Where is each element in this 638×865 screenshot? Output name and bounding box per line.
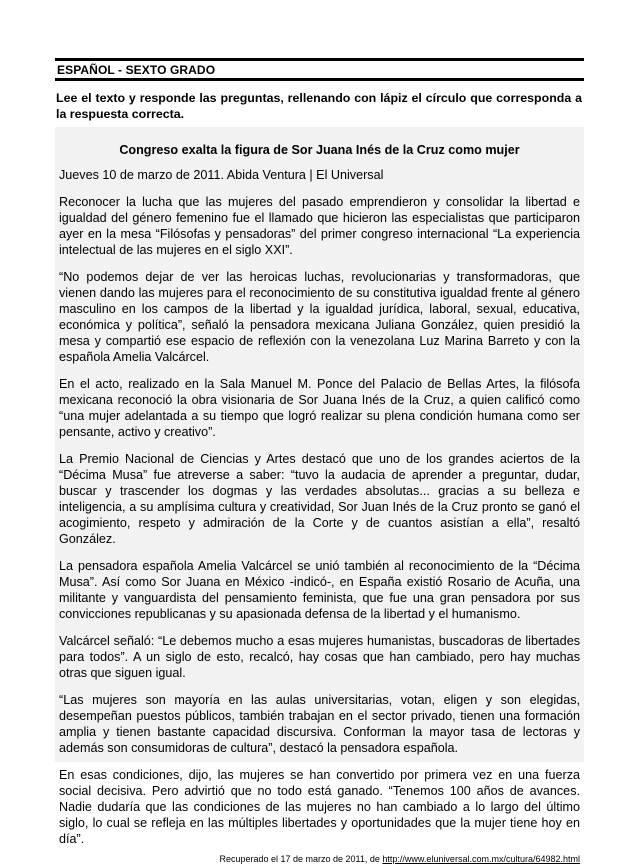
section-header: [55, 58, 584, 81]
section-title: ESPAÑOL - SEXTO GRADO: [57, 63, 216, 77]
source-prefix: Recuperado el 17 de marzo de 2011, de: [219, 854, 383, 864]
article-box: [55, 127, 584, 864]
article-paragraph: La Premio Nacional de Ciencias y Artes destacó que uno de los grandes aciertos de la “Décima Musa” fue atreverse a saber: “tuvo la audacia de aprender a preguntar, dudar, buscar y trascender los dogmas y las verdades absolutas... gracias a su belleza e inteligencia, a su amplísima cultura y creatividad, Sor Juan Inés de la Cruz pronto se ganó el acogimiento, respeto y admiración de la Corte y de cuantos asistían a ella”, resaltó González.: [59, 452, 580, 546]
article-paragraph: Valcárcel señaló: “Le debemos mucho a esas mujeres humanistas, buscadoras de libertades para todos”. A un siglo de esto, recalcó, hay cosas que han cambiado, pero hay muchas otras que siguen igual.: [59, 634, 580, 680]
article-paragraph: La pensadora española Amelia Valcárcel se unió también al reconocimiento de la “Décima Musa”. Así como Sor Juana en México -indicó-, en España existió Rosario de Acuña, una militante y vanguardista del pensamiento feminista, que fue una gran pensadora por sus convicciones republicanas y su apasionada defensa de la libertad y el humanismo.: [59, 559, 580, 621]
article-title: Congreso exalta la figura de Sor Juana Inés de la Cruz como mujer: [119, 143, 520, 157]
article-paragraph: “No podemos dejar de ver las heroicas luchas, revolucionarias y transformadoras, que vienen dando las mujeres para el reconocimiento de su constitutiva igualdad frente al género masculino en los campos de la libertad y la igualdad jurídica, laboral, sexual, educativa, económica y política”, señaló la pensadora mexicana Juliana González, quien presidió la mesa y compartió ese espacio de reflexión con la venezolana Luz Marina Barreto y con la española Amelia Valcárcel.: [59, 270, 580, 364]
article-paragraph: En el acto, realizado en la Sala Manuel M. Ponce del Palacio de Bellas Artes, la filósofa mexicana reconoció la obra visionaria de Sor Juana Inés de la Cruz, a quien calificó como “una mujer adelantada a su tiempo que logró realizar su plena condición humana como ser pensante, activo y creativo”.: [59, 377, 580, 439]
source-citation: [59, 853, 580, 865]
article-paragraph: En esas condiciones, dijo, las mujeres se han convertido por primera vez en una fuerza social decisiva. Pero advirtió que no todo está ganado. “Tenemos 100 años de avances. Nadie dudaría que las condiciones de las mujeres no han cambiado a lo largo del último siglo, lo cual se refleja en las múltiples libertades y oportunidades que la mujer tiene hoy en día”.: [59, 768, 580, 846]
article-byline: Jueves 10 de marzo de 2011. Abida Ventura | El Universal: [59, 168, 384, 182]
source-link[interactable]: http://www.eluniversal.com.mx/cultura/64982.html: [382, 854, 580, 864]
instructions-text: Lee el texto y responde las preguntas, rellenando con lápiz el círculo que corresponda a la respuesta correcta.: [56, 91, 582, 121]
article-paragraph: “Las mujeres son mayoría en las aulas universitarias, votan, eligen y son elegidas, desempeñan puestos públicos, también trabajan en el sector privado, tienen una formación amplia y tienen bastante capacidad discursiva. Conforman la mayor tasa de lectoras y además son consumidoras de cultura”, destacó la pensadora española.: [59, 693, 580, 755]
article-paragraph: Reconocer la lucha que las mujeres del pasado emprendieron y consolidar la libertad e igualdad del género femenino fue el llamado que hicieron las especialistas que participaron ayer en la mesa “Filósofas y pensadoras” del primer congreso internacional “La experiencia intelectual de las mujeres en el siglo XXI”.: [59, 195, 580, 257]
header-bottom-rule: [55, 78, 584, 81]
